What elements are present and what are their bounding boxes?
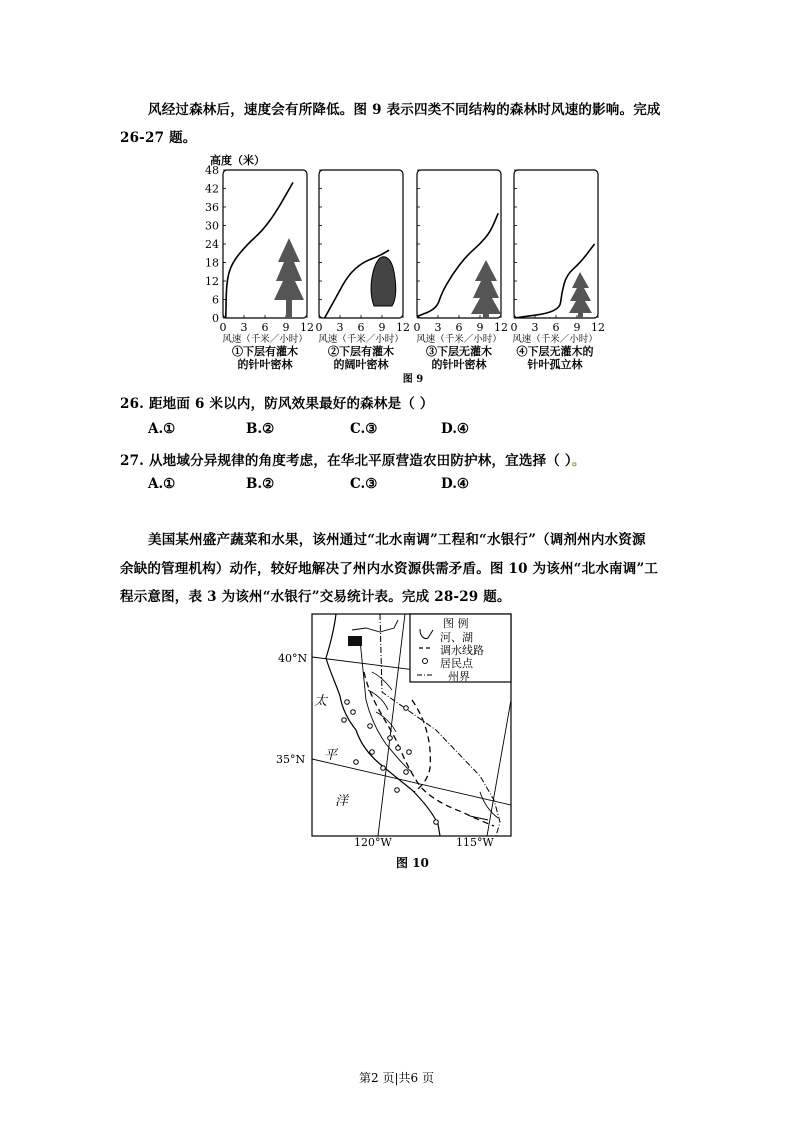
settlement-marker bbox=[396, 746, 401, 751]
lat-label-35n: 35°N bbox=[276, 753, 306, 766]
settlement-marker bbox=[354, 760, 359, 765]
legend-item-settlement: 居民点 bbox=[440, 657, 473, 670]
intro2-line3: 程示意图，表 3 为该州“水银行”交易统计表。完成 28-29 题。 bbox=[120, 589, 511, 605]
fig9-panel3-label-1: ③下层无灌木 bbox=[426, 345, 492, 358]
q27-option-c[interactable]: C.③ bbox=[350, 476, 378, 492]
fig9-panel2-label-2: 的阔叶密林 bbox=[333, 358, 389, 371]
fig9-panel3-label-2: 的针叶密林 bbox=[431, 358, 487, 371]
ocean-label-3: 洋 bbox=[335, 794, 349, 809]
q27-tail: 。 bbox=[571, 453, 586, 469]
y-tick-label: 0 bbox=[212, 312, 219, 325]
fig9-x-axis-label-2: 风速（千米／小时） bbox=[318, 334, 404, 345]
fig9-caption: 图 9 bbox=[402, 374, 424, 385]
y-tick-label: 42 bbox=[205, 182, 219, 196]
fig9-panel1-label-2: 的针叶密林 bbox=[237, 358, 293, 371]
intro2-line1: 美国某州盛产蔬菜和水果，该州通过“北水南调”工程和“水银行”（调剂州内水资源 bbox=[148, 532, 646, 548]
x-tick-label: 3 bbox=[531, 321, 539, 334]
q26-option-b[interactable]: B.② bbox=[246, 421, 275, 437]
q27-question: 27. 从地域分异规律的角度考虑，在华北平原营造农田防护林，宜选择（ ） bbox=[120, 453, 572, 469]
fig9-y-axis-label: 高度（米） bbox=[210, 154, 265, 167]
water-transfer-route bbox=[364, 672, 494, 826]
x-tick-label: 12 bbox=[591, 321, 605, 334]
q26-option-d[interactable]: D.④ bbox=[441, 421, 470, 437]
x-tick-label: 6 bbox=[357, 321, 365, 334]
x-tick-label: 9 bbox=[282, 321, 290, 334]
x-tick-label: 9 bbox=[378, 321, 386, 334]
river bbox=[352, 620, 398, 632]
q26-text: 26. 距地面 6 米以内，防风效果最好的森林是（ ） bbox=[120, 396, 434, 412]
x-tick-label: 6 bbox=[455, 321, 463, 334]
ocean-label-1: 太 bbox=[314, 694, 328, 709]
fig9-panel2-label-1: ②下层有灌木 bbox=[328, 345, 394, 358]
x-tick-label: 9 bbox=[573, 321, 581, 334]
legend-title: 图 例 bbox=[443, 617, 469, 630]
legend-item-border: 州界 bbox=[448, 670, 470, 683]
settlement-marker bbox=[351, 710, 356, 715]
fig9-x-axis-label-1: 风速（千米／小时） bbox=[222, 334, 308, 345]
x-tick-label: 9 bbox=[476, 321, 484, 334]
x-tick-label: 0 bbox=[219, 321, 227, 334]
settlement-marker bbox=[404, 770, 409, 775]
y-tick-label: 48 bbox=[205, 164, 219, 177]
settlement-marker bbox=[388, 736, 393, 741]
settlement-marker bbox=[368, 724, 373, 729]
settlement-marker bbox=[342, 718, 347, 723]
intro1-line2: 26-27 题。 bbox=[120, 130, 197, 146]
lon-label-115w: 115°W bbox=[456, 836, 494, 849]
settlement-marker bbox=[434, 820, 439, 825]
x-tick-label: 6 bbox=[261, 321, 269, 334]
page-footer: 第2 页|共6 页 bbox=[359, 1071, 434, 1085]
lat-label-40n: 40°N bbox=[278, 652, 308, 665]
fig9-panel4-label-2: 针叶孤立林 bbox=[527, 358, 583, 371]
x-tick-label: 6 bbox=[552, 321, 560, 334]
q27-option-a[interactable]: A.① bbox=[148, 476, 176, 492]
x-tick-label: 0 bbox=[315, 321, 323, 334]
x-tick-label: 12 bbox=[396, 321, 410, 334]
water-transfer-route bbox=[412, 700, 430, 792]
q26-option-a[interactable]: A.① bbox=[148, 421, 176, 437]
y-tick-label: 6 bbox=[212, 293, 219, 307]
q27-option-b[interactable]: B.② bbox=[246, 476, 275, 492]
settlement-marker bbox=[404, 706, 409, 711]
y-tick-label: 24 bbox=[205, 238, 219, 251]
legend-item-route: 调水线路 bbox=[440, 644, 484, 657]
q27-option-d[interactable]: D.④ bbox=[441, 476, 470, 492]
x-tick-label: 3 bbox=[336, 321, 344, 334]
y-tick-label: 18 bbox=[205, 256, 219, 270]
y-tick-label: 30 bbox=[205, 219, 219, 233]
x-tick-label: 0 bbox=[413, 321, 421, 334]
y-tick-label: 36 bbox=[205, 201, 219, 214]
q26-option-c[interactable]: C.③ bbox=[350, 421, 378, 437]
x-tick-label: 12 bbox=[494, 321, 508, 334]
x-tick-label: 12 bbox=[300, 321, 314, 334]
settlement-marker bbox=[395, 788, 400, 793]
intro1-line1: 风经过森林后，速度会有所降低。图 9 表示四类不同结构的森林时风速的影响。完成 bbox=[148, 102, 661, 118]
settlement-marker bbox=[407, 750, 412, 755]
fig9-panel1-label-1: ①下层有灌木 bbox=[232, 345, 298, 358]
settlement-marker bbox=[381, 766, 386, 771]
settlement-legend-icon bbox=[423, 659, 428, 664]
legend-item-river: 河、湖 bbox=[440, 631, 473, 644]
fig9-x-axis-label-3: 风速（千米／小时） bbox=[416, 334, 502, 345]
longitude-line-115w bbox=[487, 700, 511, 836]
settlement-marker bbox=[345, 700, 350, 705]
x-tick-label: 0 bbox=[510, 321, 518, 334]
x-tick-label: 3 bbox=[434, 321, 442, 334]
y-tick-label: 12 bbox=[205, 275, 219, 288]
fig9-x-axis-label-4: 风速（千米／小时） bbox=[512, 334, 598, 345]
settlement-markers bbox=[342, 700, 439, 825]
ocean-label-2: 平 bbox=[324, 748, 338, 763]
intro2-line2: 余缺的管理机构）动作，较好地解决了州内水资源供需矛盾。图 10 为该州“北水南调”工 bbox=[120, 561, 659, 577]
settlement-marker bbox=[370, 750, 375, 755]
lon-label-120w: 120°W bbox=[354, 836, 392, 849]
fig10-caption: 图 10 bbox=[396, 856, 429, 870]
x-tick-label: 3 bbox=[240, 321, 248, 334]
lake-icon bbox=[348, 636, 362, 646]
fig9-panel4-label-1: ④下层无灌木的 bbox=[516, 345, 594, 358]
